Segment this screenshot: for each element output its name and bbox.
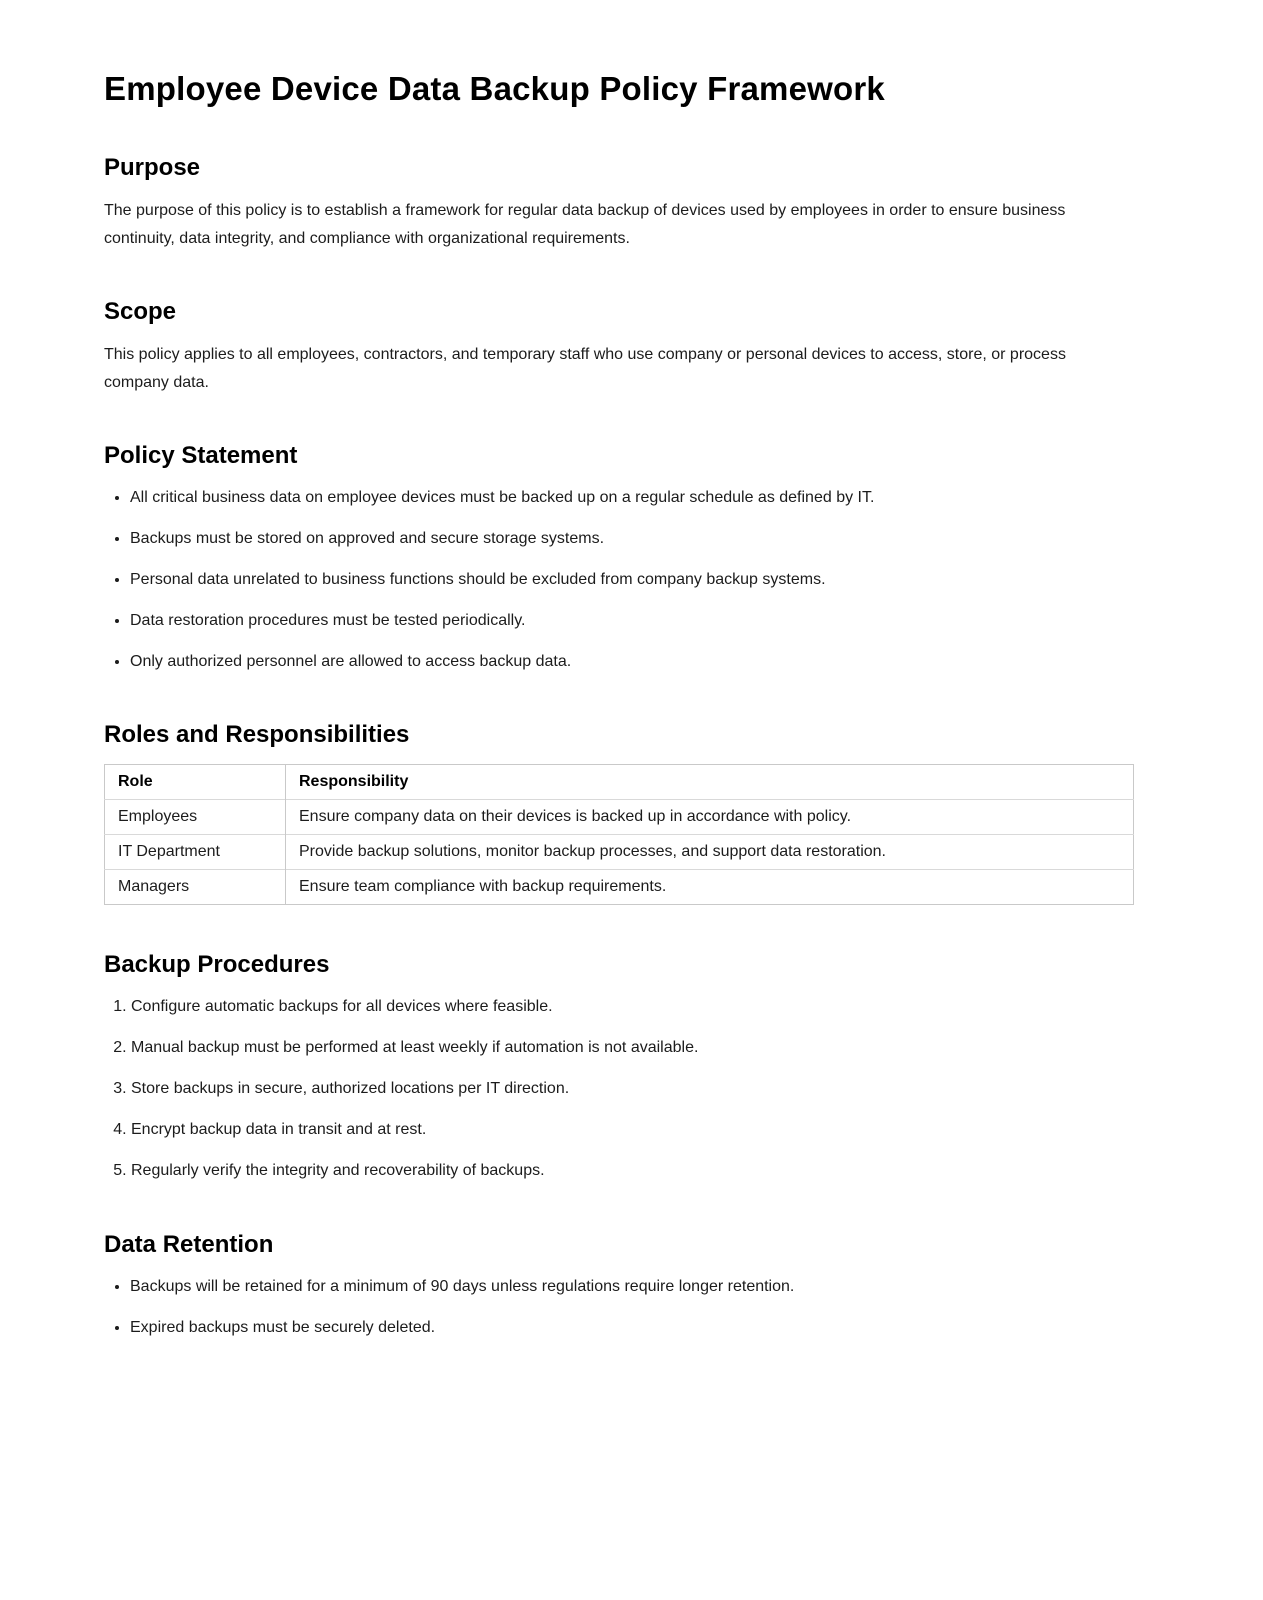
table-header-row [105,765,1134,800]
data-retention-list [104,1274,1134,1342]
table-header-responsibility: Responsibility [299,773,409,791]
table-header-role: Role [105,765,286,800]
table-cell-role: Employees [105,800,286,835]
table-row [105,800,1134,835]
table-cell-responsibility: Provide backup solutions, monitor backup processes, and support data restoration. [286,835,1134,870]
purpose-paragraph: The purpose of this policy is to establish a framework for regular data backup of devices used by employees in order to ensure business continuity, data integrity, and compliance with organizational requirements. [104,202,1066,247]
table-cell-responsibility: Ensure company data on their devices is backed up in accordance with policy. [286,800,1134,835]
section-heading-scope: Scope [104,298,177,326]
section-purpose [104,154,1134,252]
backup-procedures-list [104,994,1134,1184]
list-item: 3. Store backups in secure, authorized locations per IT direction. [131,1076,1134,1103]
list-item: 4. Encrypt backup data in transit and at rest. [131,1117,1134,1144]
table-row [105,835,1134,870]
section-heading-policy-statement: Policy Statement [104,442,298,470]
section-heading-data-retention: Data Retention [104,1230,274,1258]
section-heading-purpose: Purpose [104,154,201,181]
list-item: • Personal data unrelated to business functions should be excluded from company backup systems. [130,567,1134,594]
list-item: 5. Regularly verify the integrity and recoverability of backups. [131,1158,1134,1185]
list-item: • Backups will be retained for a minimum of 90 days unless regulations require longer retention. [130,1274,1134,1301]
section-policy-statement [104,442,1134,675]
table-cell-role: IT Department [105,835,286,870]
section-heading-roles: Roles and Responsibilities [104,721,410,749]
scope-paragraph: This policy applies to all employees, contractors, and temporary staff who use company or personal devices to access, store, or process company data. [104,346,1066,391]
section-heading-backup-procedures: Backup Procedures [104,951,330,979]
section-data-retention [104,1231,1134,1342]
section-scope [104,298,1134,396]
table-cell-role: Managers [105,870,286,905]
list-item: 1. Configure automatic backups for all devices where feasible. [131,994,1134,1021]
section-backup-procedures [104,951,1134,1184]
table-cell-responsibility: Ensure team compliance with backup requirements. [286,870,1134,905]
roles-responsibilities-table [104,764,1134,905]
list-item: 2. Manual backup must be performed at least weekly if automation is not available. [131,1035,1134,1062]
list-item: • Data restoration procedures must be tested periodically. [130,608,1134,635]
document-title: Employee Device Data Backup Policy Framework [104,70,885,107]
list-item: • Expired backups must be securely deleted. [130,1315,1134,1342]
section-roles-responsibilities [104,721,1134,905]
list-item: • Backups must be stored on approved and secure storage systems. [130,526,1134,553]
list-item: • All critical business data on employee devices must be backed up on a regular schedule as defined by IT. [130,485,1134,512]
list-item: • Only authorized personnel are allowed to access backup data. [130,649,1134,676]
table-row [105,870,1134,905]
policy-statement-list [104,485,1134,675]
